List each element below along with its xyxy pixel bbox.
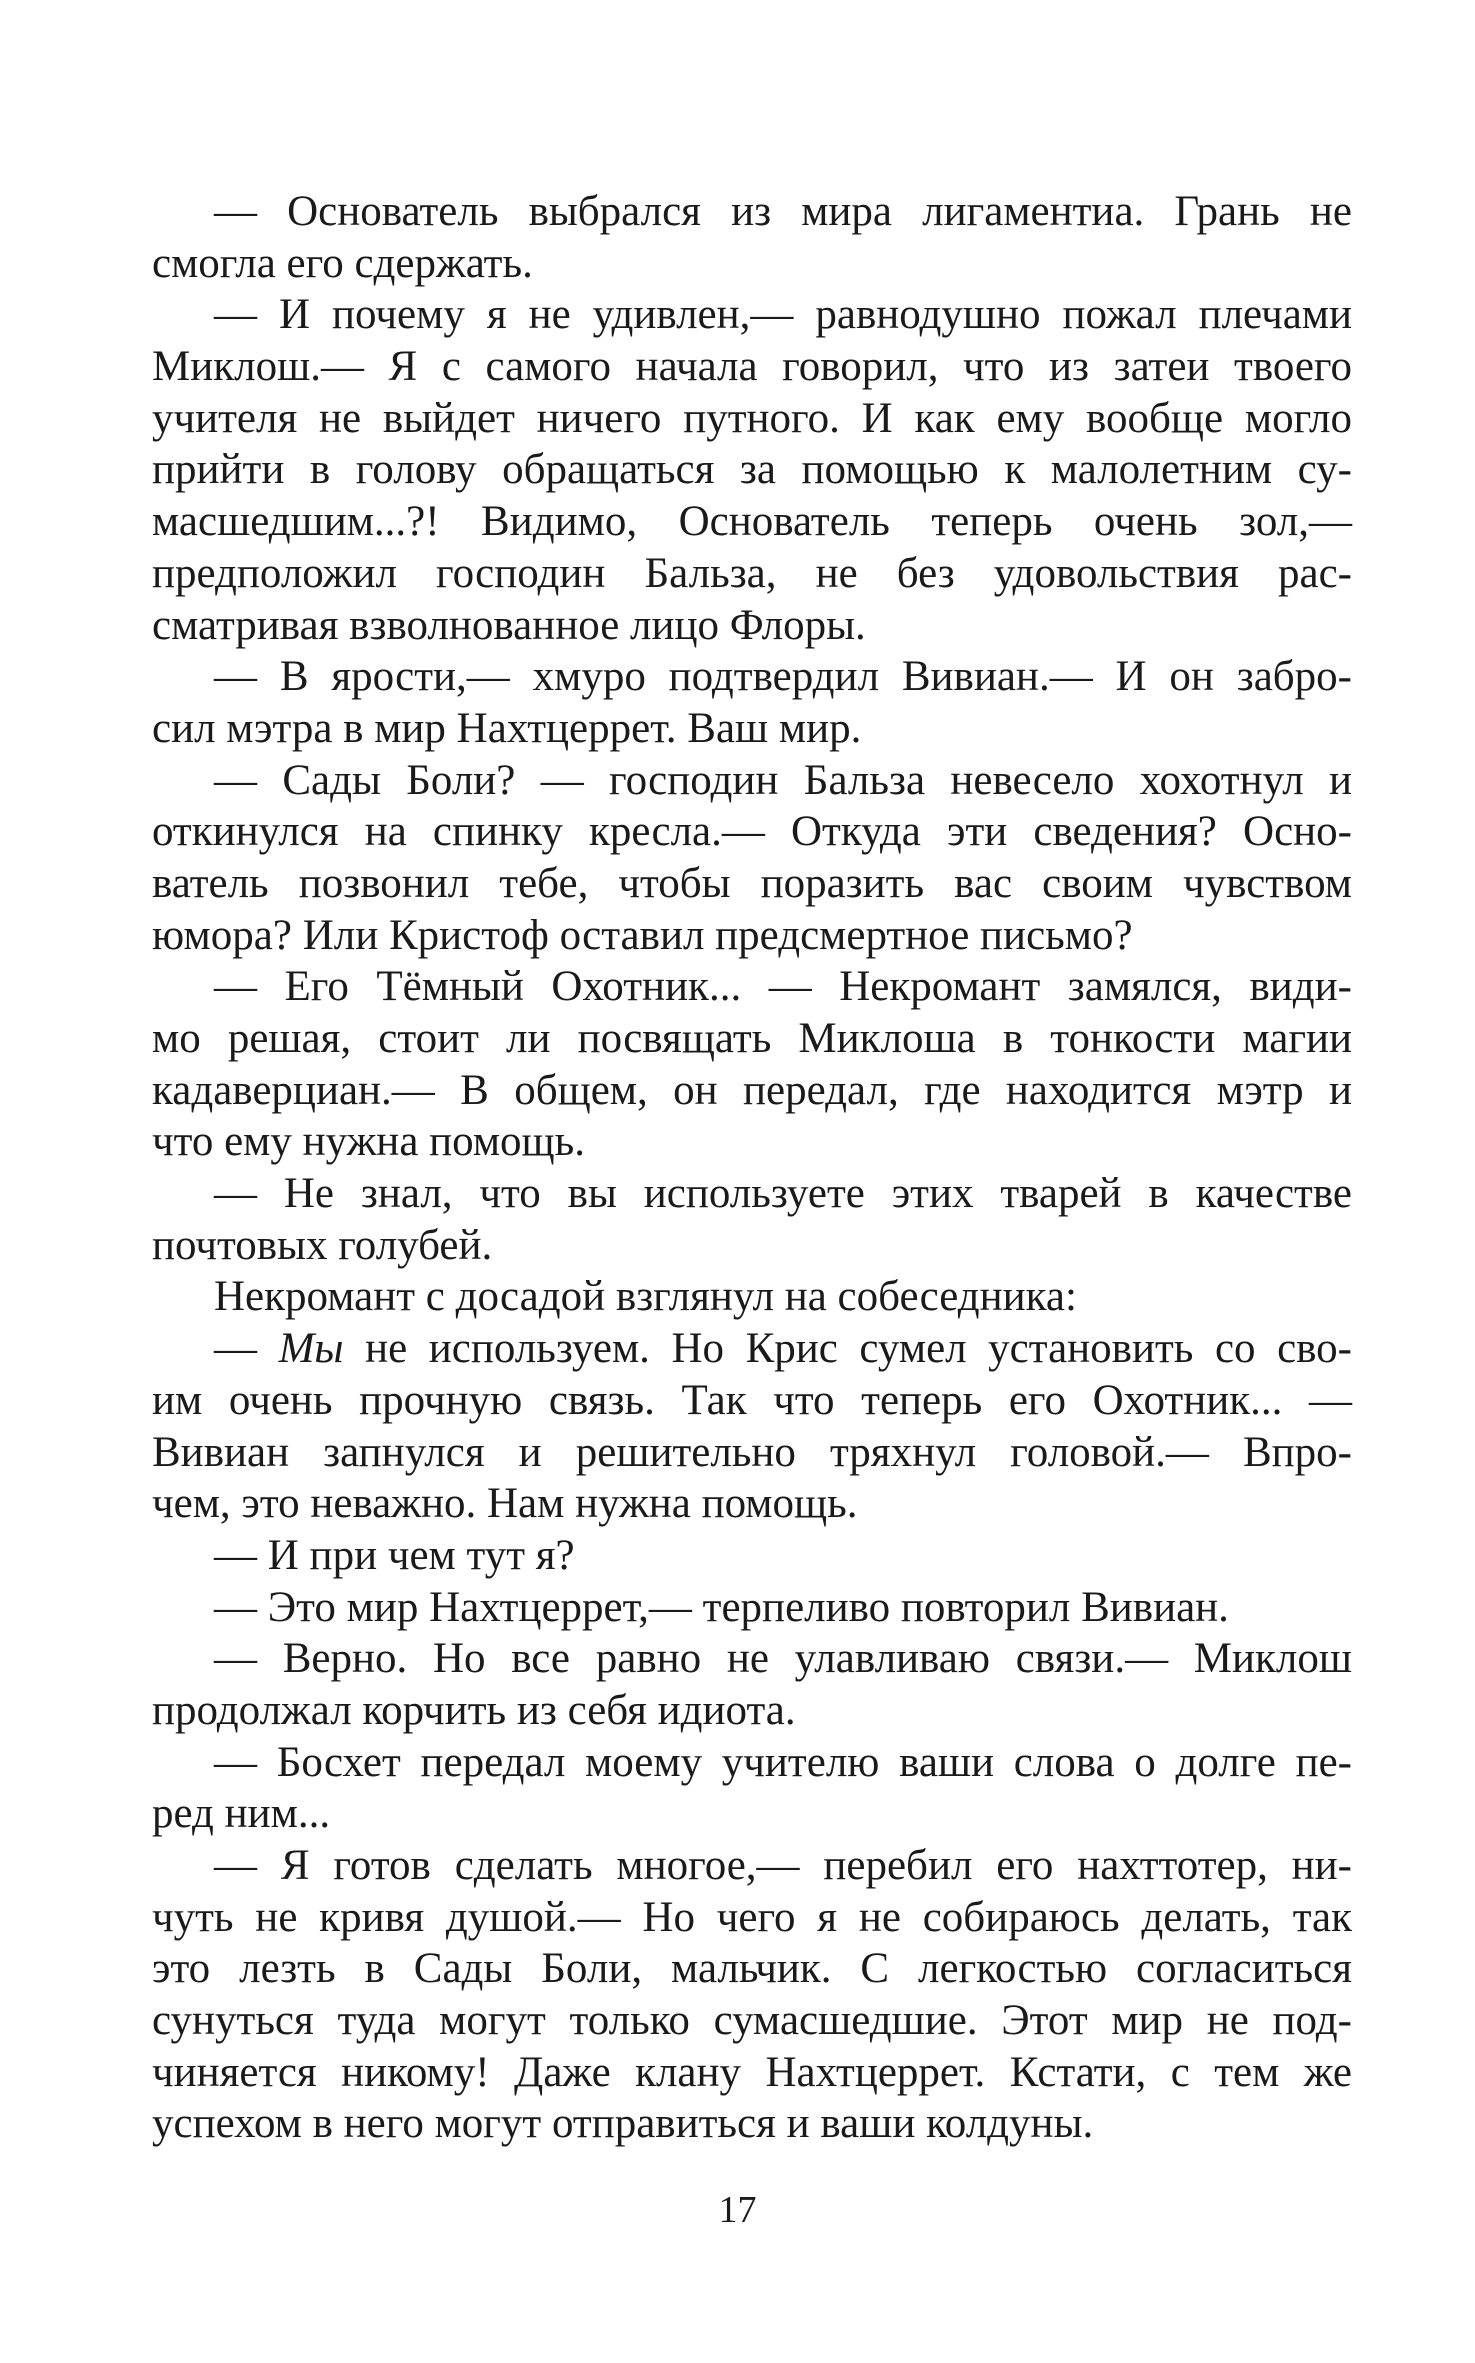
text-line: это лезть в Сады Боли, мальчик. С легкостью согласиться [152, 1945, 1352, 1993]
text-line: — Основатель выбрался из мира лигаментиа. Грань не [214, 188, 1352, 235]
text-line: — Его Тёмный Охотник... — Некромант замялся, види- [214, 963, 1352, 1011]
text-line: Миклош.— Я с самого начала говорил, что из затеи твоего [152, 343, 1352, 391]
text-line: — В ярости,— хмуро подтвердил Вивиан.— И он забро- [214, 653, 1352, 701]
text-line: Некромант с досадой взглянул на собеседника: [214, 1273, 1077, 1321]
text-line: чиняется никому! Даже клану Нахтцеррет. Кстати, с тем же [152, 2048, 1352, 2096]
text-line: прийти в голову обращаться за помощью к малолетним су- [152, 446, 1352, 494]
book-page-text [152, 186, 1352, 2150]
text-line [152, 1323, 1352, 1375]
text-line: мо решая, стоит ли посвящать Миклоша в тонкости магии [152, 1015, 1352, 1062]
text-line: сматривая взволнованное лицо Флоры. [152, 601, 866, 649]
text-line: сунуться туда могут только сумасшедшие. Этот мир не под- [152, 1997, 1352, 2045]
text-line: Вивиан запнулся и решительно тряхнул головой.— Впро- [152, 1428, 1352, 1476]
text-line-prefix: — [214, 1325, 279, 1373]
text-line: — Сады Боли? — господин Бальза невесело хохотнул и [214, 756, 1352, 804]
text-line: учителя не выйдет ничего путного. И как ему вообще могло [152, 394, 1352, 442]
text-line: ред ним... [152, 1790, 331, 1838]
text-line: — И почему я не удивлен,— равнодушно пожал плечами [214, 291, 1352, 339]
text-line: им очень прочную связь. Так что теперь его Охотник... — [152, 1376, 1352, 1424]
text-line: чем, это неважно. Нам нужна помощь. [152, 1480, 858, 1528]
text-line: — Верно. Но все равно не улавливаю связи.— Миклош [214, 1635, 1352, 1683]
text-line: сил мэтра в мир Нахтцеррет. Ваш мир. [152, 704, 862, 752]
page-number: 17 [718, 2189, 757, 2231]
text-line: предположил господин Бальза, не без удовольствия рас- [152, 549, 1352, 597]
text-line: юмора? Или Кристоф оставил предсмертное письмо? [152, 911, 1133, 959]
text-line: — Это мир Нахтцеррет,— терпеливо повторил Вивиан. [214, 1583, 1229, 1631]
text-line: кадаверциан.— В общем, он передал, где находится мэтр и [152, 1066, 1352, 1114]
text-line-rest: не используем. Но Крис сумел установить со сво- [343, 1325, 1352, 1373]
text-line: — И при чем тут я? [214, 1531, 575, 1579]
text-line: чуть не кривя душой.— Но чего я не собираюсь делать, так [152, 1893, 1352, 1941]
text-line: масшедшим...?! Видимо, Основатель теперь очень зол,— [152, 498, 1352, 546]
text-line: что ему нужна помощь. [152, 1118, 586, 1166]
text-line: — Я готов сделать многое,— перебил его нахттотер, ни- [214, 1842, 1352, 1889]
text-line: ватель позвонил тебе, чтобы поразить вас своим чувством [152, 859, 1352, 907]
text-line: — Босхет передал моему учителю ваши слова о долге пе- [214, 1738, 1352, 1786]
text-line: смогла его сдержать. [152, 239, 533, 287]
text-line: продолжал корчить из себя идиота. [152, 1686, 796, 1734]
text-line: почтовых голубей. [152, 1221, 493, 1269]
text-line: — Не знал, что вы используете этих тварей в качестве [214, 1170, 1352, 1218]
text-line: успехом в него могут отправиться и ваши колдуны. [152, 2100, 1094, 2148]
emphasized-word: Мы [278, 1325, 344, 1373]
text-line: откинулся на спинку кресла.— Откуда эти сведения? Осно- [152, 808, 1352, 856]
